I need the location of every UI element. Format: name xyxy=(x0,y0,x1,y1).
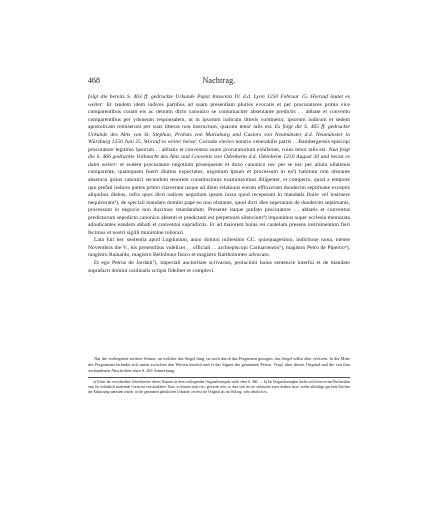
page-title: Nachtrag. xyxy=(202,76,236,85)
paragraph-3: Et ego Petrus de Jordani⁷), imperiali auctoritate scrivarius, prolacioni huius sentencie interfui et de mandato suprafacti domini cardinalis scripsi fideliter et complevi. xyxy=(88,260,350,274)
page-number: 468 xyxy=(88,76,100,85)
paragraph-text: et eodem procuratore negotium prosequente et dicto canonico nec per se nec per alium ullatenus comparente, quamquam fuerit diutius expectatus, negotium ipsum et processum in ea²) habitum non obstante absencia ipsius canonici secundum tenorem constitucionis examinavimus diligenter, et comperto, quod a tempore quo prefati iudices partes primo citaverant usque ad diem relationis eorum effluxerant duodecim septimane exceptis aliquibus diebus, infra quos dicti iudices negotium ipsum iuxta quod receperant in mandatis finire vel instruere nequiverant³), de speciali mandato domini pape eo non obstante, quod dicti dies superarant de duodecim septimanis, processum in negocio non duximus retardandum. Presente itaque prefato procuratore . . abbatis et conventus predictorum sepedicto canonico absenti et predictum est perpetuum silencium⁴) imponimus super ecclesia memorata adiudicantes eandem abbati et conventui supradictis. Et ad maiorem huius rei cautelam presens instrumentum fieri fecimus et nostri sigilli munimine roborari. xyxy=(88,161,350,236)
paragraph-text: Et tandem idem iudices partibus ad suam presentiam pluries evocatis et per procuratores prima vice comparentibus coram eis ac demum dicto canonico se contumaciter absentante predictis . . abbate et conventu comparentibus per ydoneum responsalem, ut in ipsorum iudicum litteris continetur, ipsorum iudicum et sedem apostolicam remiserunt per suas litteras non instructum, quarum tenor talis est. xyxy=(88,101,350,131)
paragraph-2: Lata fuit hec sententia apud Lugdunum, anno domini millesimo CC. quinquagesimo, indictione nona, mense Novembris die V., his presentibus videlicet . . officiali . . archiepiscopi Cartuariensis⁵), magistro Petro de Piperno⁶), magistro Rainaldo, magistro Bellobono fisico et magistro Bartholomeo advocato. xyxy=(88,237,350,259)
editorial-note: folgt die bereits S. 463 ff. gedruckte Urkunde Papst Innocenz IV. d.d. Lyon 1250 Februar 15. Hierauf lautet es weiter: xyxy=(88,94,350,108)
paragraph-text: Corrado clerico notario venerabilis patris . . Bambergensis episcopi procuratore legitimo ipsorum . . abbatis et conventus suum procuratorium exhibente, cuius tenor talis est. xyxy=(88,139,350,153)
editorial-note: Nun folgt die S. 466 gedruckte Vollmacht des Abts und Convents von Odenheim d.d. Odenheim 1250 August 30 und heisst es dann weiter: xyxy=(88,146,350,168)
footnote-divider xyxy=(88,377,350,378)
archival-note xyxy=(88,356,350,374)
note-text: Nur die vorliegende seidene Schnur, an welcher das Siegel hing, ist noch durch das Pergament gezogen, das Siegel selbst aber verloren. In der Mitte des Pergaments befindet sich unten zwischen den Worten interfui und et das Signet des genannten Petrus. Vergl. über dieses Original und die von ihm vorhandenen Abschriften oben S. 465 Anmerkung. xyxy=(88,356,350,374)
footnote-a: a) Ueber die verschiedene Schreibweise dieses Namens in dem vorliegenden Originalexemplar siehe oben S. 466. — b) Im Originalexemplar findet sich beim ersten Buchstaben eine für ordentlich modernde Correctur von dunklerer Tinte, es könnte auch ein r gewesen sein, so dass sich an ein verkürztes esses denken lasse, wobei allerdings gar kein Zeichen die Abkürzung andeuten würde; in der genannten päbstlichen Urkunde, erweist die Original als im Vollzug, steht deutlich ea. xyxy=(88,380,350,394)
paragraph-1 xyxy=(88,94,350,237)
main-text xyxy=(88,94,350,275)
page-header xyxy=(88,76,350,86)
editorial-note: Es folgt die S. 465 ff. gedruckte Urkunde des Abts von St. Stephan, Probsts von Mariaburg und Custors von Neumünster d.d. Neumünster in Würzburg 1250 Juni 25. Worauf es weiter heisst: xyxy=(88,124,350,146)
footnotes xyxy=(88,380,350,395)
